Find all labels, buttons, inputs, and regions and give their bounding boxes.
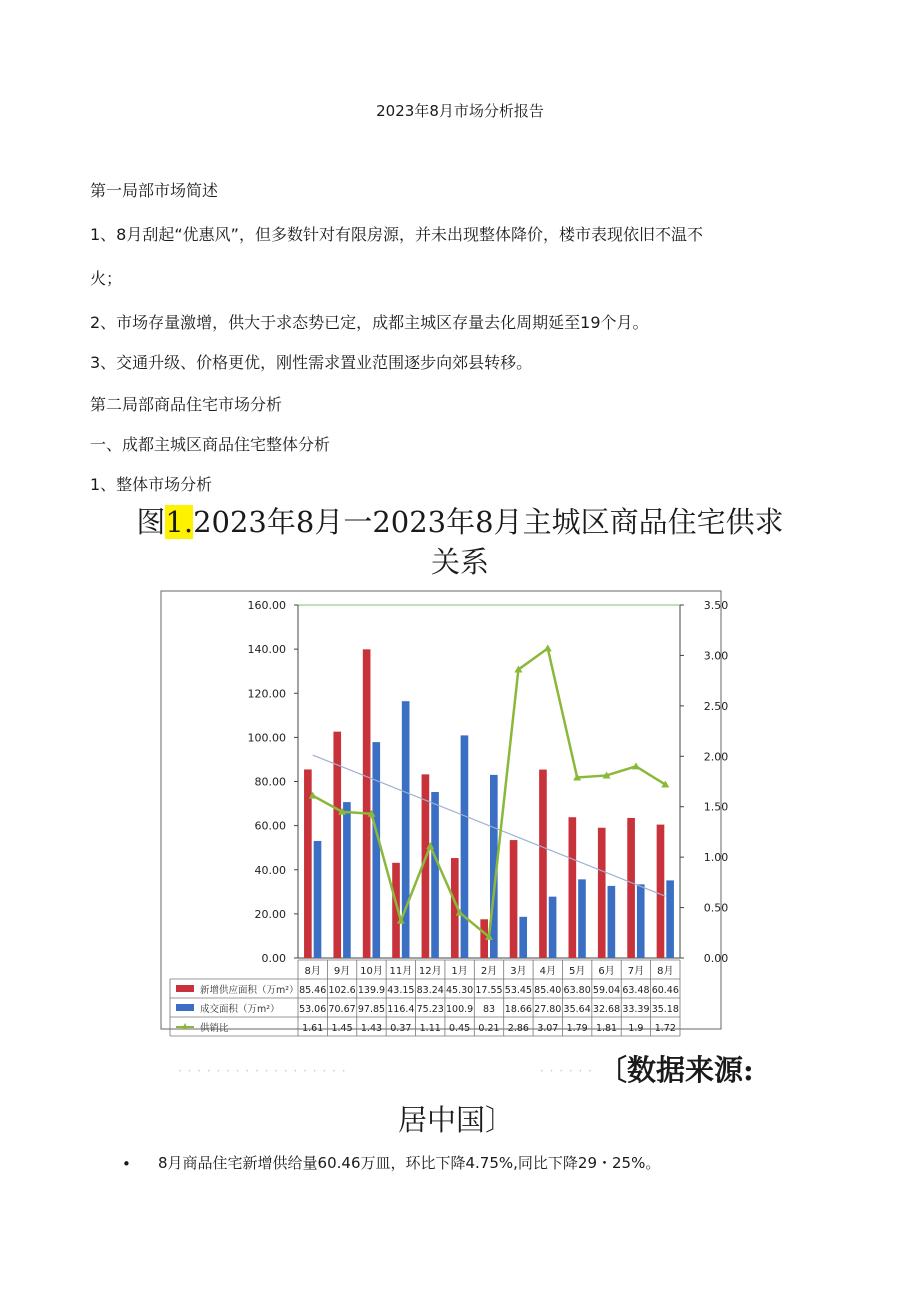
data-label: 1.11 xyxy=(419,1023,441,1034)
data-label: 18.66 xyxy=(504,1004,532,1015)
y-tick-label-left: 120.00 xyxy=(247,687,286,701)
figure-prefix: 图 xyxy=(136,505,166,539)
section1-item-3: 3、交通升级、价格更优，刚性需求置业范围逐步向郊县转移。 xyxy=(90,353,533,372)
data-label: 1.45 xyxy=(331,1023,353,1034)
bar-sales xyxy=(608,886,616,958)
data-label: 85.40 xyxy=(534,985,562,996)
bullet-text: 8月商品住宅新增供给量60.46万皿，环比下降4.75%,同比下降29・25%。 xyxy=(158,1154,661,1172)
legend-key xyxy=(176,985,194,992)
supply-demand-chart xyxy=(160,590,729,1034)
bar-supply xyxy=(510,840,518,958)
x-tick-label: 2月 xyxy=(480,966,498,977)
bar-sales xyxy=(314,841,322,958)
y-tick-label-left: 80.00 xyxy=(254,775,286,789)
legend-label: 成交面积（万m²） xyxy=(200,1004,280,1015)
y-tick-label-left: 160.00 xyxy=(247,599,286,612)
x-tick-label: 8月 xyxy=(304,966,321,977)
y-tick-label-right: 3.50 xyxy=(703,599,729,612)
data-label: 35.18 xyxy=(651,1004,679,1015)
data-label: 32.68 xyxy=(592,1004,621,1015)
bar-supply xyxy=(363,649,371,958)
bar-sales xyxy=(402,701,410,958)
figure-caption xyxy=(0,502,920,542)
data-label: 60.46 xyxy=(651,985,679,996)
x-tick-label: 1月 xyxy=(451,966,468,977)
data-source-line2: 居中国〕 xyxy=(398,1103,515,1137)
data-label: 75.23 xyxy=(416,1004,444,1015)
y-tick-label-right: 2.00 xyxy=(703,750,729,764)
data-label: 63.48 xyxy=(622,985,650,996)
data-source-line1: 〔数据来源: xyxy=(598,1053,754,1087)
data-label: 85.46 xyxy=(299,985,327,996)
data-label: 139.9 xyxy=(357,985,386,996)
data-label: 1.43 xyxy=(360,1023,383,1034)
bar-supply xyxy=(539,770,547,958)
data-label: 17.55 xyxy=(475,985,503,996)
data-label: 1.61 xyxy=(302,1023,324,1034)
chart-frame xyxy=(161,591,721,1029)
bar-sales xyxy=(431,792,439,958)
figure-caption-line2: 关系 xyxy=(430,545,489,579)
y-tick-label-left: 0.00 xyxy=(261,952,286,965)
data-label: 63.80 xyxy=(563,985,591,996)
bar-sales xyxy=(578,879,586,958)
bar-sales xyxy=(519,917,527,958)
data-label: 43.15 xyxy=(387,985,415,996)
data-label: 35.64 xyxy=(563,1004,591,1015)
legend-label: 供销比 xyxy=(200,1023,229,1034)
data-label: 0.37 xyxy=(390,1023,412,1034)
y-tick-label-right: 2.50 xyxy=(703,699,729,713)
data-label: 83.24 xyxy=(416,985,444,996)
section2-heading: 第二局部商品住宅市场分析 xyxy=(90,395,283,414)
x-tick-label: 4月 xyxy=(539,966,556,977)
y-tick-label-right: 0.00 xyxy=(703,952,729,965)
data-label: 1.72 xyxy=(654,1023,676,1034)
data-label: 102.6 xyxy=(328,985,356,996)
bullet-mark: • xyxy=(122,1155,131,1173)
x-tick-label: 7月 xyxy=(627,966,645,977)
source-dots-mid: · · · · · · xyxy=(540,1064,593,1078)
bar-supply xyxy=(657,825,665,958)
section1-item-1-cont: 火； xyxy=(90,269,123,288)
y-tick-label-right: 0.50 xyxy=(703,901,729,915)
figure-title: 2023年8月一2023年8月主城区商品住宅供求 xyxy=(193,505,784,539)
data-label: 97.85 xyxy=(357,1004,386,1015)
figure-number: 1. xyxy=(165,505,194,539)
y-tick-label-right: 1.50 xyxy=(703,800,729,814)
data-label: 2.86 xyxy=(507,1023,529,1034)
bar-sales xyxy=(637,884,645,958)
source-dots-left: · · · · · · · · · · · · · · · · · · xyxy=(178,1064,347,1078)
data-label: 0.45 xyxy=(449,1023,471,1034)
data-label: 3.07 xyxy=(537,1023,559,1034)
data-label: 100.9 xyxy=(446,1004,474,1015)
section1-heading: 第一局部市场简述 xyxy=(90,181,219,200)
section1-item-1: 1、8月刮起“优惠风”，但多数针对有限房源，并未出现整体降价，楼市表现依旧不温不 xyxy=(90,225,703,244)
bar-sales xyxy=(372,742,380,958)
data-label: 59.04 xyxy=(592,985,621,996)
x-tick-label: 12月 xyxy=(418,966,442,977)
bar-sales xyxy=(666,880,674,958)
data-label: 33.39 xyxy=(622,1004,650,1015)
y-tick-label-left: 40.00 xyxy=(254,863,286,877)
data-label: 83 xyxy=(482,1004,496,1015)
section2-subsubheading: 1、整体市场分析 xyxy=(90,475,213,494)
y-tick-label-left: 140.00 xyxy=(247,643,286,657)
data-label: 53.06 xyxy=(299,1004,327,1015)
data-label: 1.81 xyxy=(595,1023,618,1034)
data-label: 1.9 xyxy=(628,1023,644,1034)
bar-supply xyxy=(627,818,635,958)
bar-sales xyxy=(549,897,557,958)
legend-key xyxy=(176,1004,194,1011)
data-label: 116.4 xyxy=(387,1004,415,1015)
x-tick-label: 3月 xyxy=(510,966,527,977)
data-label: 70.67 xyxy=(328,1004,356,1015)
x-tick-label: 5月 xyxy=(568,966,586,977)
data-label: 27.80 xyxy=(534,1004,562,1015)
x-tick-label: 6月 xyxy=(598,966,615,977)
y-tick-label-right: 1.00 xyxy=(703,851,729,865)
x-tick-label: 10月 xyxy=(360,966,383,977)
x-tick-label: 9月 xyxy=(333,966,351,977)
data-label: 53.45 xyxy=(504,985,532,996)
section1-item-2: 2、市场存量激增，供大于求态势已定，成都主城区存量去化周期延至19个月。 xyxy=(90,313,649,332)
x-tick-label: 8月 xyxy=(657,966,674,977)
data-label: 1.79 xyxy=(566,1023,588,1034)
section2-subheading: 一、成都主城区商品住宅整体分析 xyxy=(90,435,331,454)
x-tick-label: 11月 xyxy=(389,966,413,977)
legend-label: 新增供应面积（万m²） xyxy=(200,985,299,996)
document-title: 2023年8月市场分析报告 xyxy=(376,102,544,120)
bar-sales xyxy=(461,735,469,958)
y-tick-label-left: 60.00 xyxy=(254,819,286,833)
y-tick-label-right: 3.00 xyxy=(703,649,729,663)
data-label: 45.30 xyxy=(446,985,474,996)
y-tick-label-left: 100.00 xyxy=(247,731,286,745)
bar-supply xyxy=(598,828,606,958)
y-tick-label-left: 20.00 xyxy=(254,907,286,921)
bar-supply xyxy=(569,817,577,958)
data-label: 0.21 xyxy=(478,1023,500,1034)
bar-sales xyxy=(343,802,351,958)
